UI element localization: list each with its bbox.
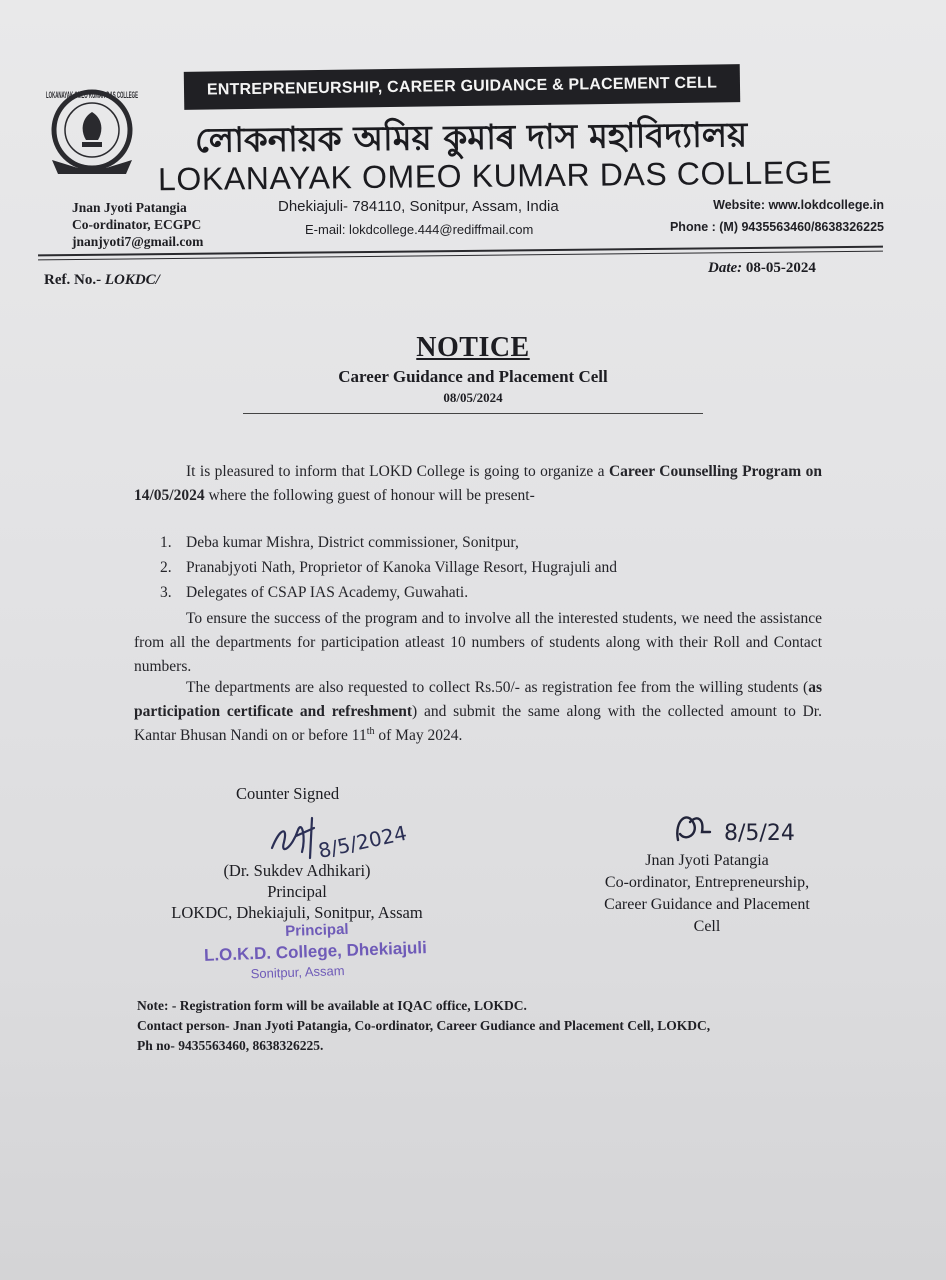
coordinator-sign-name: Jnan Jyoti Patangia bbox=[645, 852, 769, 869]
coordinator-contact bbox=[72, 199, 203, 250]
notice-date: 08/05/2024 bbox=[443, 390, 503, 405]
logo-seal-text: LOKANAYAK OMEO KUMAR DAS COLLEGE bbox=[46, 90, 138, 100]
principal-title: Principal bbox=[267, 882, 327, 901]
list-item-number: 2. bbox=[160, 559, 172, 576]
principal-stamp bbox=[199, 918, 431, 988]
stamp-line-2: L.O.K.D. College, Dhekiajuli bbox=[203, 938, 428, 965]
coordinator-sign-line-3: Cell bbox=[693, 918, 721, 935]
fee-text-end: of May 2024. bbox=[374, 727, 463, 744]
principal-place: LOKDC, Dhekiajuli, Sonitpur, Assam bbox=[171, 903, 423, 922]
list-item-text: Pranabjyoti Nath, Proprietor of Kanoka Village Resort, Hugrajuli and bbox=[186, 559, 617, 576]
list-item bbox=[160, 580, 617, 605]
college-name-bengali: লোকনায়ক অমিয় কুমাৰ দাস মহাবিদ্যালয় bbox=[194, 115, 748, 161]
college-phone: Phone : (M) 9435563460/8638326225 bbox=[669, 220, 884, 234]
note-line-3: Ph no- 9435563460, 8638326225. bbox=[137, 1038, 324, 1053]
ref-label: Ref. No.- bbox=[44, 272, 102, 288]
registration-note bbox=[137, 996, 817, 1056]
intro-text-end: where the following guest of honour will be present- bbox=[204, 487, 535, 504]
fee-text: The departments are also requested to collect Rs.50/- as registration fee from the willing students ( bbox=[186, 679, 809, 696]
list-item-text: Deba kumar Mishra, District commissioner, Sonitpur, bbox=[186, 534, 519, 551]
principal-sig-date: 8/5/2024 bbox=[316, 820, 409, 863]
college-name: LOKANAYAK OMEO KUMAR DAS COLLEGE bbox=[157, 154, 833, 198]
address-line: Dhekiajuli- 784110, Sonitpur, Assam, India bbox=[278, 198, 559, 215]
list-item bbox=[160, 555, 617, 580]
reference-number bbox=[44, 272, 160, 289]
coordinator-name: Jnan Jyoti Patangia bbox=[72, 200, 187, 215]
stamp-line-3: Sonitpur, Assam bbox=[250, 962, 345, 982]
cell-banner: ENTREPRENEURSHIP, CAREER GUIDANCE & PLACEMENT CELL bbox=[184, 64, 740, 110]
coordinator-sign-line-2: Career Guidance and Placement bbox=[604, 896, 810, 913]
fee-highlight: as participation certificate and refreshment bbox=[134, 679, 822, 720]
letter-date bbox=[708, 260, 816, 277]
list-item-number: 1. bbox=[160, 534, 172, 551]
coordinator-title: Co-ordinator, ECGPC bbox=[72, 217, 202, 232]
list-item bbox=[160, 530, 617, 555]
notice-underline bbox=[243, 413, 703, 414]
assistance-text: To ensure the success of the program and to involve all the interested students, we need the assistance from all the departments for participation atleast 10 numbers of students along with their Roll and Contact numbers. bbox=[134, 610, 822, 675]
notice-title: NOTICE bbox=[416, 332, 530, 363]
college-email: E-mail: lokdcollege.444@rediffmail.com bbox=[305, 222, 534, 237]
ref-value: LOKDC/ bbox=[104, 272, 160, 288]
fee-text-mid: ) and submit the same along with the collected amount to Dr. Kantar Bhusan Nandi on or before 11 bbox=[134, 703, 822, 744]
counter-signed-label: Counter Signed bbox=[236, 784, 340, 803]
stamp-line-1: Principal bbox=[284, 920, 349, 941]
fee-superscript: th bbox=[366, 725, 375, 737]
coordinator-block bbox=[584, 850, 830, 938]
program-highlight: Career Counselling Program on 14/05/2024 bbox=[134, 463, 822, 504]
paragraph-assistance bbox=[134, 607, 822, 679]
paragraph-fee bbox=[134, 676, 822, 748]
note-line-2: Contact person- Jnan Jyoti Patangia, Co-ordinator, Career Gudiance and Placement Cell, LOKDC, bbox=[137, 1018, 711, 1033]
college-address bbox=[278, 198, 559, 237]
date-value: 08-05-2024 bbox=[745, 260, 816, 276]
guest-list bbox=[160, 530, 617, 605]
paragraph-intro bbox=[134, 460, 822, 508]
intro-text: It is pleasured to inform that LOKD College is going to organize a bbox=[186, 463, 609, 480]
coordinator-sig-date: 8/5/24 bbox=[724, 821, 795, 846]
note-line-1: Note: - Registration form will be available at IQAC office, LOKDC. bbox=[137, 998, 527, 1013]
list-item-number: 3. bbox=[160, 584, 172, 601]
principal-block bbox=[152, 860, 442, 923]
date-label: Date: bbox=[708, 260, 743, 276]
college-logo bbox=[42, 82, 142, 182]
principal-name: (Dr. Sukdev Adhikari) bbox=[223, 861, 371, 880]
coordinator-email: jnanjyoti7@gmail.com bbox=[72, 234, 204, 249]
header-divider-thin bbox=[38, 251, 883, 261]
coordinator-sign-line-1: Co-ordinator, Entrepreneurship, bbox=[604, 874, 810, 891]
college-website: Website: www.lokdcollege.in bbox=[713, 198, 884, 212]
college-contact bbox=[648, 198, 884, 234]
list-item-text: Delegates of CSAP IAS Academy, Guwahati. bbox=[186, 584, 469, 601]
notice-subtitle: Career Guidance and Placement Cell bbox=[338, 367, 608, 386]
